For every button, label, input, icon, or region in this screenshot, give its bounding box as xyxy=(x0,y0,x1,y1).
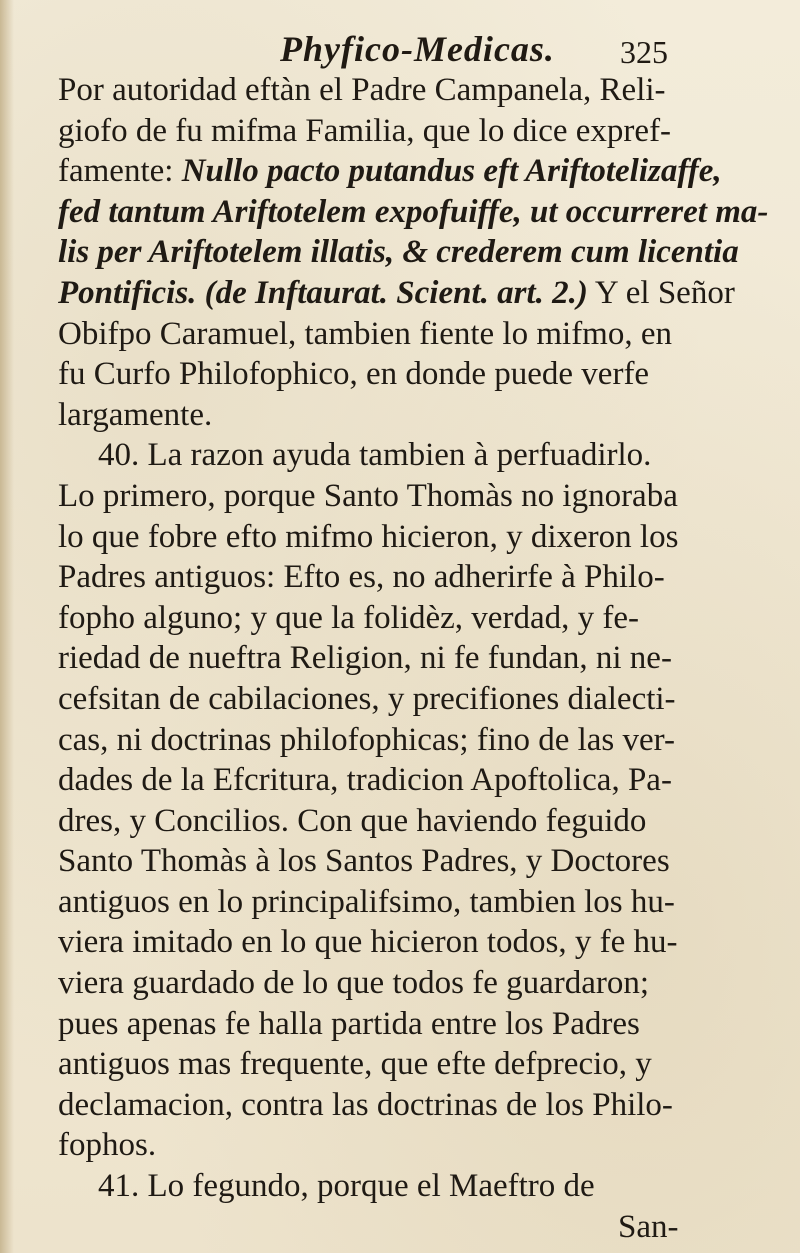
text-line xyxy=(58,314,800,355)
italic-latin-segment: Nullo pacto putandus eft Ariftotelizaffe, xyxy=(181,153,722,190)
page-header xyxy=(0,12,800,76)
text-segment: largamente. xyxy=(58,396,213,433)
text-segment: Padres antiguos: Efto es, no adherirfe à Philo- xyxy=(58,559,665,596)
text-line xyxy=(58,273,800,314)
text-segment: fophos. xyxy=(58,1127,157,1164)
text-segment: viera guardado de lo que todos fe guardaron; xyxy=(58,965,650,1002)
text-segment: cas, ni doctrinas philofophicas; fino de las ver- xyxy=(58,721,675,758)
text-line xyxy=(58,760,800,801)
italic-latin-segment: Pontificis. xyxy=(58,274,205,311)
text-line xyxy=(58,192,800,233)
text-line xyxy=(58,232,800,273)
text-segment: dres, y Concilios. Con que haviendo feguido xyxy=(58,802,647,839)
running-head: Phyfico-Medicas. xyxy=(280,29,555,69)
text-segment: fopho alguno; y que la folidèz, verdad, y fe- xyxy=(58,599,639,636)
text-line xyxy=(58,557,800,598)
text-line xyxy=(58,882,800,923)
text-segment: antiguos en lo principalifsimo, tambien los hu- xyxy=(58,883,675,920)
text-line xyxy=(58,1166,800,1207)
text-segment: 40. La razon ayuda tambien à perfuadirlo. xyxy=(98,437,652,474)
text-line xyxy=(58,922,800,963)
text-line xyxy=(58,395,800,436)
text-line xyxy=(58,354,800,395)
text-segment: Santo Thomàs à los Santos Padres, y Doctores xyxy=(58,843,670,880)
text-line xyxy=(58,476,800,517)
text-segment: viera imitado en lo que hicieron todos, y fe hu- xyxy=(58,924,678,961)
text-segment: antiguos mas frequente, que efte defprecio, y xyxy=(58,1046,652,1083)
text-line xyxy=(58,598,800,639)
text-segment: dades de la Efcritura, tradicion Apoftolica, Pa- xyxy=(58,762,672,799)
body-text xyxy=(58,70,800,1247)
text-line xyxy=(58,517,800,558)
text-line xyxy=(58,1085,800,1126)
text-line xyxy=(58,111,800,152)
text-line xyxy=(58,679,800,720)
text-line xyxy=(58,801,800,842)
text-line xyxy=(58,151,800,192)
text-line xyxy=(58,1004,800,1045)
text-segment: lo que fobre efto mifmo hicieron, y dixeron los xyxy=(58,518,679,555)
text-line xyxy=(58,841,800,882)
catchword: San- xyxy=(618,1208,679,1245)
text-segment: riedad de nueftra Religion, ni fe fundan, ni ne- xyxy=(58,640,672,677)
text-line xyxy=(58,1044,800,1085)
text-segment: fu Curfo Philofophico, en donde puede verfe xyxy=(58,356,650,393)
text-line xyxy=(58,963,800,1004)
text-line xyxy=(58,720,800,761)
text-segment: Y el Señor xyxy=(587,274,735,311)
text-line xyxy=(58,1125,800,1166)
text-segment: Por autoridad eftàn el Padre Campanela, Reli- xyxy=(58,72,666,108)
text-segment: declamacion, contra las doctrinas de los Philo- xyxy=(58,1086,673,1123)
italic-latin-segment: (de Inftaurat. Scient. art. 2.) xyxy=(204,274,588,311)
text-segment: giofo de fu mifma Familia, que lo dice expref- xyxy=(58,112,672,149)
text-segment: pues apenas fe halla partida entre los Padres xyxy=(58,1005,640,1042)
text-line xyxy=(58,435,800,476)
text-line xyxy=(58,638,800,679)
text-line xyxy=(58,70,800,111)
italic-latin-segment: lis per Ariftotelem illatis, & crederem cum licentia xyxy=(58,234,739,271)
page-number: 325 xyxy=(620,34,668,70)
text-segment: famente: xyxy=(58,153,182,190)
text-segment: 41. Lo fegundo, porque el Maeftro de xyxy=(98,1168,595,1205)
italic-latin-segment: fed tantum Ariftotelem expofuiffe, ut occurreret ma- xyxy=(58,193,769,230)
text-segment: cefsitan de cabilaciones, y precifiones dialecti- xyxy=(58,680,676,717)
text-segment: Lo primero, porque Santo Thomàs no ignoraba xyxy=(58,477,678,514)
page-binding-shadow xyxy=(0,0,14,1253)
text-segment: Obifpo Caramuel, tambien fiente lo mifmo, en xyxy=(58,315,672,352)
